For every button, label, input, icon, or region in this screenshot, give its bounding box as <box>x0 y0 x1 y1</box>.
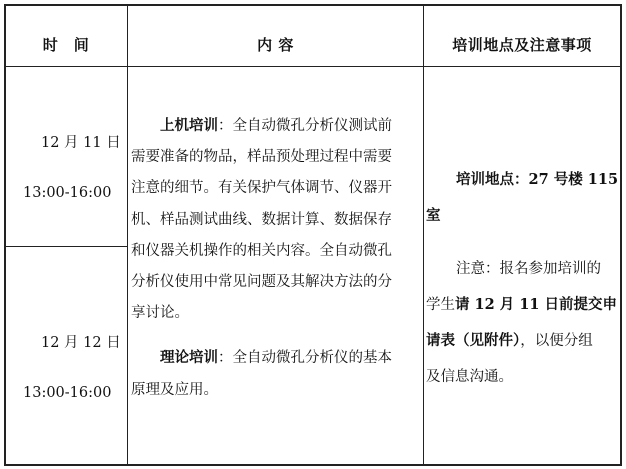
location-and-notes <box>426 162 622 395</box>
border-left <box>4 4 6 466</box>
content-line: 注意的细节。有关保护气体调节、仪器开 <box>131 180 392 197</box>
border-bottom <box>4 464 622 466</box>
note-text: ，以便分组 <box>520 333 593 349</box>
location-text: 培训地点：27 号楼 115 <box>456 171 619 188</box>
training-content <box>131 110 421 406</box>
border-session-divider <box>4 246 128 247</box>
session-2-date: 12 月 12 日 <box>41 335 121 351</box>
location-line <box>426 162 622 198</box>
header-time: 时 间 <box>42 36 90 54</box>
content-line <box>131 110 421 142</box>
session-1-time: 13:00-16:00 <box>23 185 112 201</box>
note-line <box>426 287 622 323</box>
border-col1 <box>127 4 128 466</box>
note-form: 请表（见附件） <box>426 332 521 349</box>
content-line: 享讨论。 <box>131 305 189 322</box>
note-line: 及信息沟通。 <box>426 369 513 385</box>
content-text: ：全自动微孔分析仪测试前 <box>218 118 392 134</box>
content-text: ：全自动微孔分析仪的基本 <box>218 350 392 367</box>
content-line: 分析仪使用中常见问题及其解决方法的分 <box>131 274 392 291</box>
theory-training-label: 理论培训 <box>160 349 218 367</box>
border-top <box>4 4 622 6</box>
location-text-cont: 室 <box>426 207 441 224</box>
note-line: 注意：报名参加培训的 <box>456 261 601 277</box>
session-2-time: 13:00-16:00 <box>23 385 112 401</box>
note-text: 学生 <box>426 297 455 313</box>
content-line: 原理及应用。 <box>131 381 218 398</box>
spacer <box>131 329 421 342</box>
content-line: 需要准备的物品，样品预处理过程中需要 <box>131 149 392 166</box>
content-line <box>131 342 421 374</box>
content-line: 机、样品测试曲线、数据计算、数据保存 <box>131 211 392 228</box>
practical-training-label: 上机培训 <box>160 117 218 134</box>
header-location-notes: 培训地点及注意事项 <box>452 36 592 54</box>
border-header-bottom <box>4 66 622 67</box>
session-1-date: 12 月 11 日 <box>41 135 121 151</box>
location-line <box>426 198 622 234</box>
note-deadline: 请 12 月 11 日前提交申 <box>455 296 618 313</box>
header-content: 内 容 <box>257 36 294 54</box>
content-line: 和仪器关机操作的相关内容。全自动微孔 <box>131 242 392 259</box>
border-col2 <box>423 4 424 466</box>
note-line <box>426 323 622 359</box>
